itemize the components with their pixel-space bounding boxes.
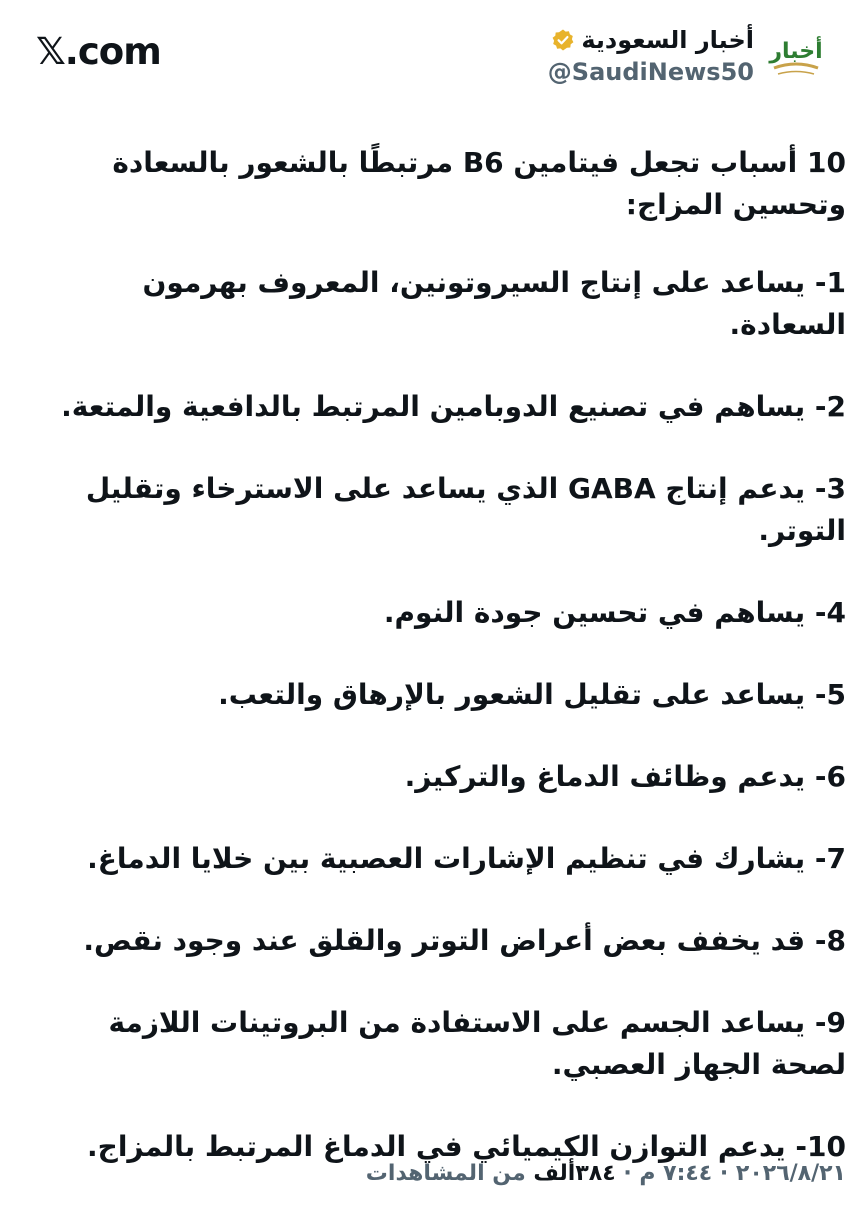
account-handle[interactable]: @SaudiNews50: [547, 58, 754, 86]
verified-badge-icon: [551, 28, 575, 52]
tweet-intro: 10 أسباب تجعل فيتامين B6 مرتبطًا بالشعور بالسعادة وتحسين المزاج:: [112, 146, 846, 221]
account-block[interactable]: [548, 24, 828, 88]
list-item: 7- يشارك في تنظيم الإشارات العصبية بين خلايا الدماغ.: [87, 842, 846, 875]
views-count: ٣٨٤ألف: [533, 1161, 616, 1186]
list-item: 5- يساعد على تقليل الشعور بالإرهاق والتعب.: [218, 678, 846, 711]
list-item: 2- يساهم في تصنيع الدوبامين المرتبط بالدافعية والمتعة.: [61, 390, 846, 423]
views-label: من المشاهدات: [365, 1161, 534, 1186]
avatar-label: أخبار: [769, 39, 823, 64]
list-item: 8- قد يخفف بعض أعراض التوتر والقلق عند وجود نقص.: [83, 924, 846, 957]
list-item: 10- يدعم التوازن الكيميائي في الدماغ المرتبط بالمزاج.: [87, 1130, 846, 1163]
account-names: [548, 25, 754, 87]
list-item: 1- يساعد على إنتاج السيروتونين، المعروف بهرمون السعادة.: [142, 266, 846, 341]
tweet-date[interactable]: ٢٠٢٦/٨/٢١: [735, 1161, 846, 1186]
meta-separator: ·: [615, 1161, 640, 1186]
list-item: 3- يدعم إنتاج GABA الذي يساعد على الاسترخاء وتقليل التوتر.: [85, 472, 846, 547]
display-name[interactable]: أخبار السعودية: [581, 26, 754, 54]
tweet-meta: [366, 1161, 846, 1186]
x-logo[interactable]: 𝕏.com: [36, 30, 161, 73]
list-item: 9- يساعد الجسم على الاستفادة من البروتينات اللازمة لصحة الجهاز العصبي.: [108, 1006, 846, 1081]
avatar[interactable]: [764, 24, 828, 88]
tweet-header: [0, 0, 864, 115]
name-row: [551, 25, 754, 55]
list-item: 4- يساهم في تحسين جودة النوم.: [383, 596, 846, 629]
tweet-time[interactable]: ٧:٤٤ م: [639, 1161, 713, 1186]
list-item: 6- يدعم وظائف الدماغ والتركيز.: [404, 760, 846, 793]
meta-separator: ·: [712, 1161, 736, 1186]
tweet-text: [36, 142, 846, 1208]
